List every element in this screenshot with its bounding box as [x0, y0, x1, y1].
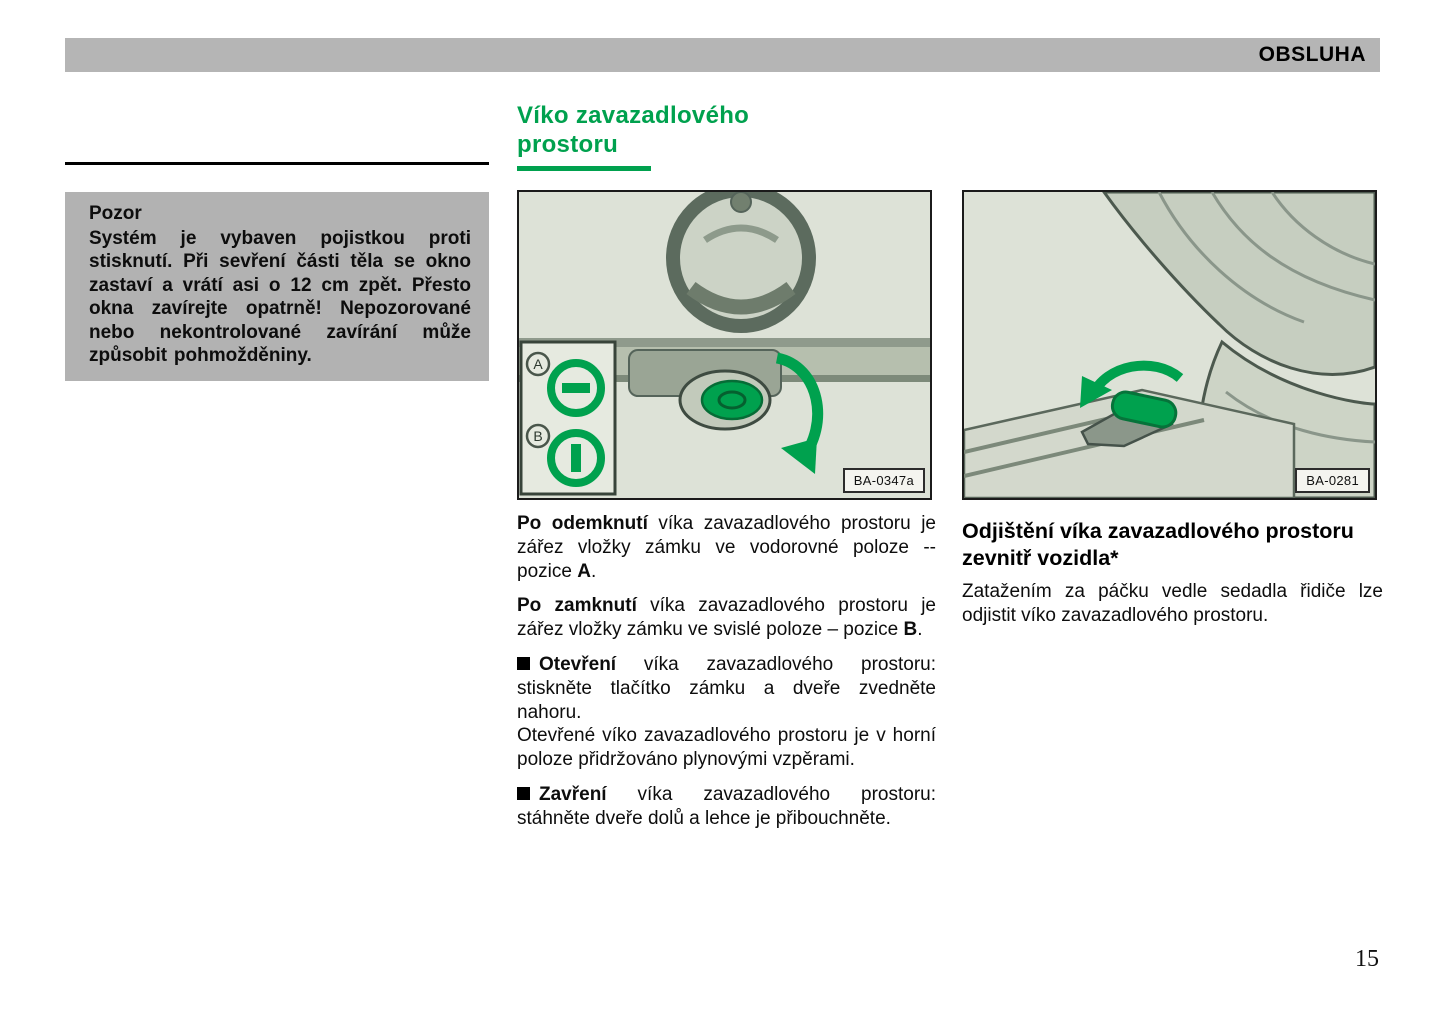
middle-column-text	[517, 512, 936, 842]
section-title	[517, 101, 749, 159]
section-title-underline	[517, 166, 651, 171]
skoda-logo-icon	[673, 192, 809, 326]
paragraph-text: víka zavazadlového prostoru: stáhněte dveře dolů a lehce je přibouchněte.	[517, 783, 936, 829]
left-column-rule	[65, 162, 489, 165]
position-b-label: B	[533, 428, 543, 444]
paragraph-closing	[517, 783, 936, 831]
paragraph-text: Otevřené víko zavazadlového prostoru je v horní poloze přidržováno plynovými vzpěrami.	[517, 725, 936, 771]
page-header-title: OBSLUHA	[1258, 43, 1366, 66]
paragraph-text: víka zavazadlového prostoru: stiskněte tlačítko zámku a dveře zvedněte nahoru.	[517, 653, 936, 723]
page-header-bar	[65, 38, 1380, 72]
paragraph-lead: Otevření	[539, 653, 617, 675]
figure-interior-lever	[962, 190, 1377, 500]
figure-caption-right: BA-0281	[1295, 468, 1370, 493]
paragraph-open-state	[517, 724, 936, 772]
paragraph-unlocked	[517, 512, 936, 583]
section-title-line2: prostoru	[517, 131, 619, 158]
right-column-heading: Odjištění víka zavazadlového prostoru zevnitř vozidla*	[962, 519, 1354, 570]
paragraph-locked	[517, 594, 936, 642]
position-ref: A	[577, 560, 591, 582]
paragraph-text: .	[590, 560, 597, 582]
lock-cylinder-key-icon	[680, 371, 770, 429]
section-title-line1: Víko zavazadlového	[517, 102, 750, 129]
right-column-text	[962, 518, 1383, 628]
paragraph-text: víka zavazadlového prostoru je zářez vložky zámku ve vodorovné poloze -- pozice	[517, 513, 936, 582]
interior-lever-illustration	[964, 192, 1375, 498]
bullet-square-icon	[517, 657, 530, 670]
paragraph-lead: Po odemknutí	[517, 513, 648, 534]
position-a-label: A	[533, 356, 543, 372]
key-position-panel	[521, 342, 615, 494]
figure-caption-left: BA-0347a	[843, 468, 925, 493]
figure-trunk-lock	[517, 190, 932, 500]
trunk-lock-illustration	[519, 192, 930, 498]
right-column-body: Zatažením za páčku vedle sedadla řidiče lze odjistit víko zavazadlového prostoru.	[962, 581, 1383, 626]
paragraph-opening	[517, 653, 936, 724]
warning-title: Pozor	[89, 203, 142, 224]
warning-body: Systém je vybaven pojistkou proti stisknutí. Při sevření části těla se okno zastaví a vrátí asi o 12 cm zpět. Přesto okna zavírejte opatrně! Nepozorované nebo nekontrolované zavírání může způsobit pohmožděniny.	[89, 228, 471, 367]
paragraph-lead: Zavření	[539, 783, 607, 805]
page-number: 15	[1355, 946, 1379, 972]
paragraph-text: víka zavazadlového prostoru je zářez vložky zámku ve svislé poloze – pozice	[517, 595, 936, 641]
paragraph-text: .	[917, 619, 923, 641]
position-ref: B	[903, 619, 918, 641]
paragraph-lead: Po zamknutí	[517, 595, 637, 617]
bullet-square-icon	[517, 787, 530, 800]
warning-box	[65, 192, 489, 381]
